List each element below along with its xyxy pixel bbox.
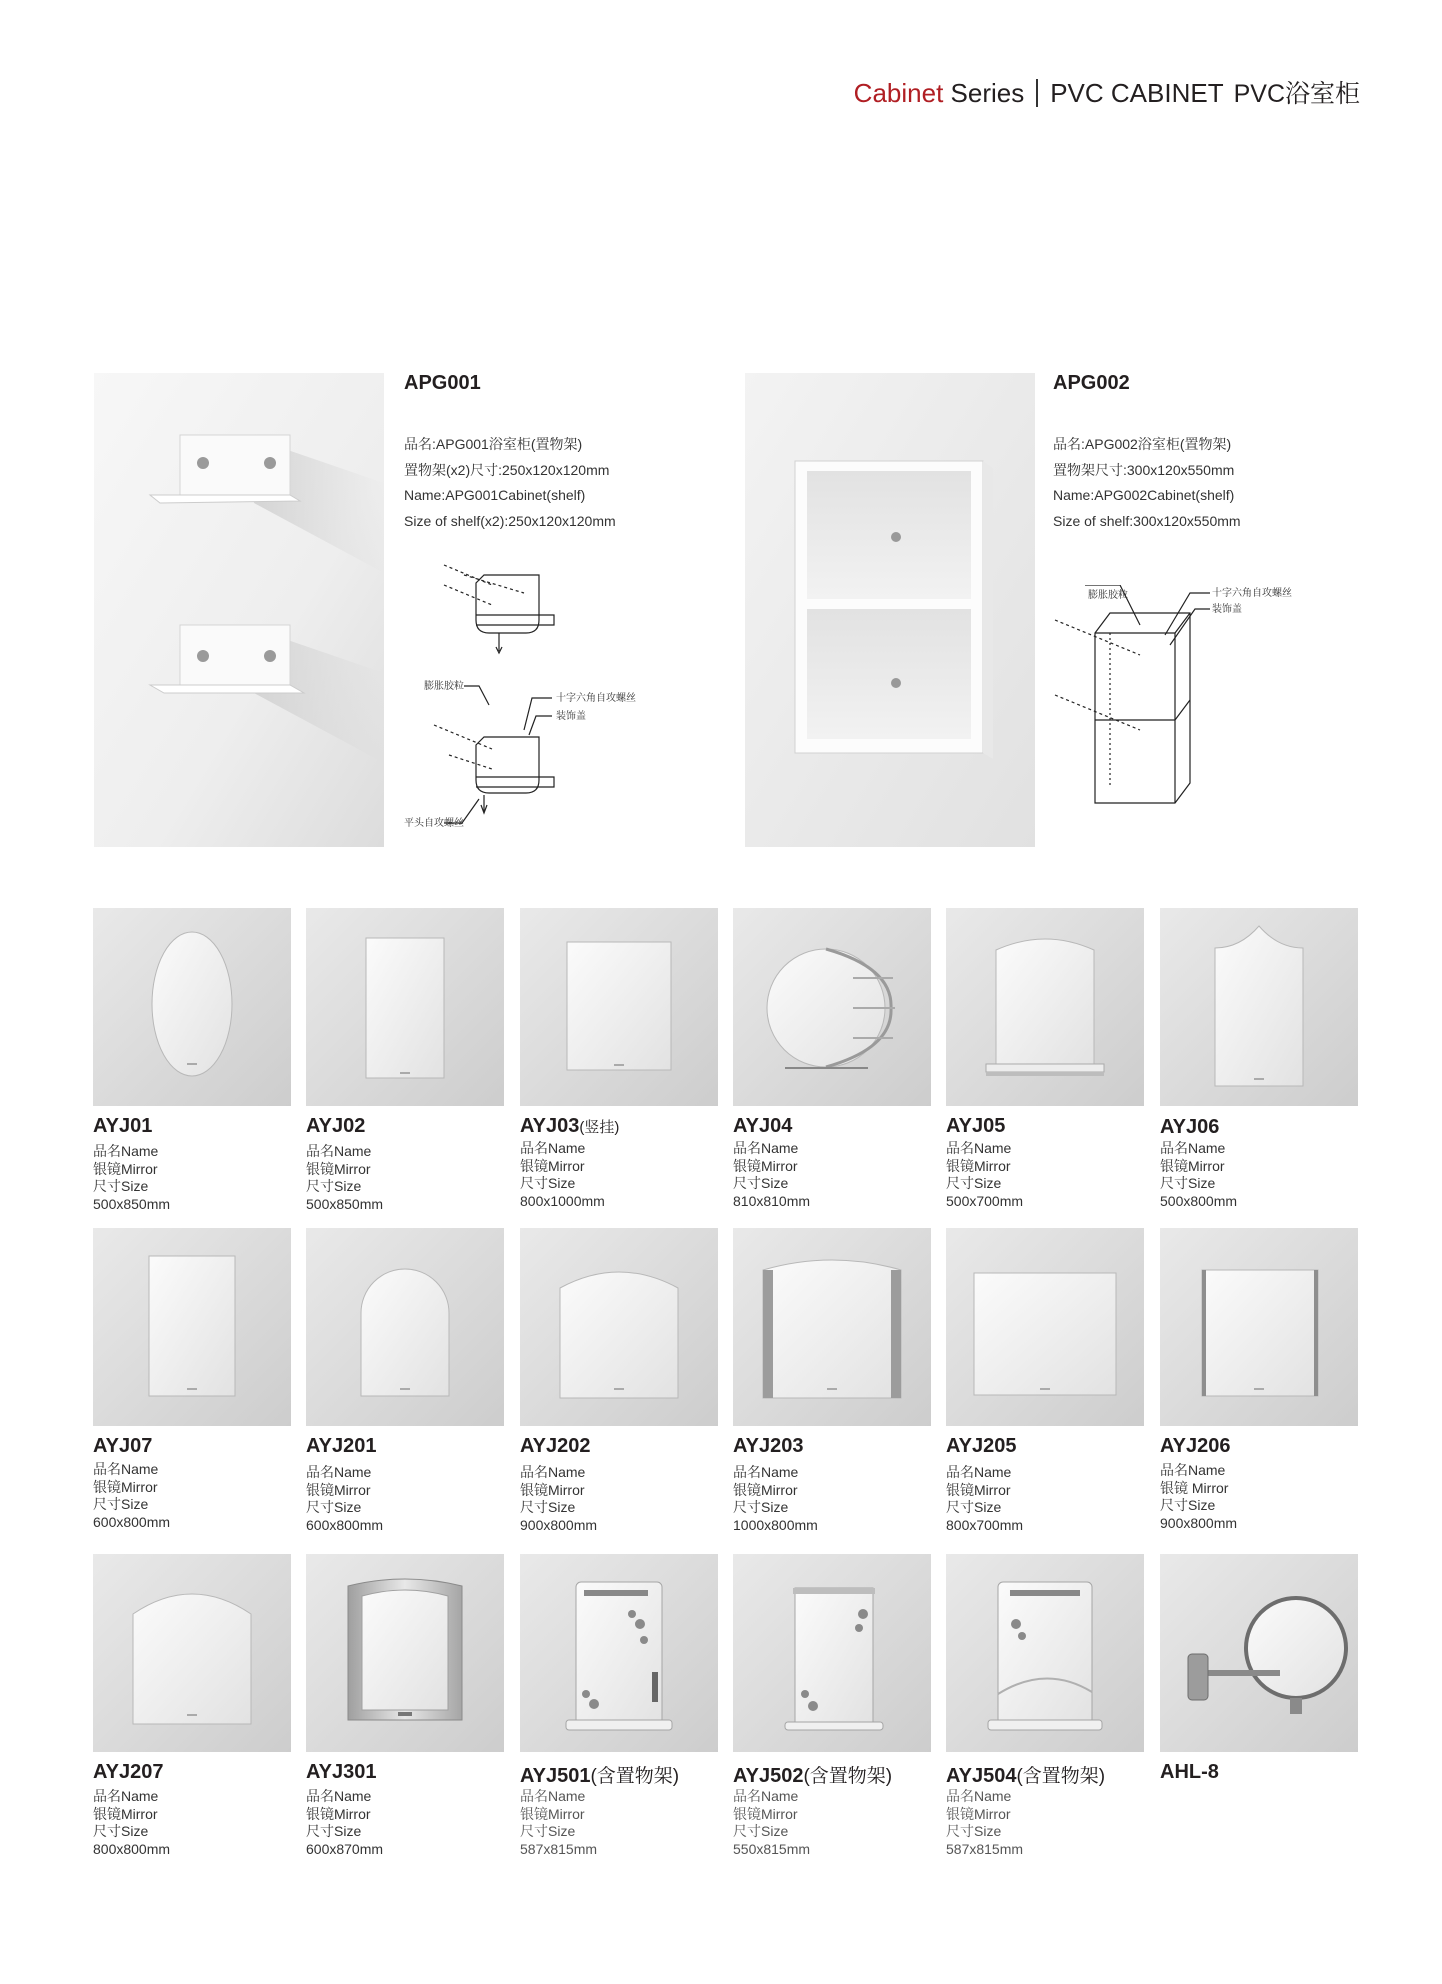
ayj07-spec (93, 1461, 170, 1531)
ayj02-size: 500x850mm (306, 1195, 384, 1212)
ayj202-mirror-label: 银镜Mirror (520, 1481, 585, 1498)
ayj201-photo (306, 1228, 504, 1426)
ayj504-code (946, 1761, 1105, 1788)
ayj05-size: 500x700mm (946, 1192, 1024, 1209)
ayj03-photo (520, 908, 718, 1106)
ayj205-size: 800x700mm (946, 1516, 1024, 1533)
ayj205-photo (946, 1228, 1144, 1426)
ayj502-photo (733, 1554, 931, 1752)
apg001-line-name-cn: 品名:APG001浴室柜(置物架) (404, 436, 583, 452)
apg002-line-name-cn: 品名:APG002浴室柜(置物架) (1053, 436, 1232, 452)
header-title-cn: PVC浴室柜 (1233, 80, 1360, 108)
header-divider (1036, 79, 1038, 107)
ayj203-name-label: 品名Name (733, 1464, 799, 1480)
apg001-label-anchor: 膨胀胶粒 (424, 681, 464, 692)
ayj07-mirror-label: 银镜Mirror (93, 1478, 158, 1495)
ayj05-code-text: AYJ05 (946, 1115, 1006, 1137)
ayj201-code (306, 1435, 376, 1458)
ayj203-size-label: 尺寸Size (733, 1499, 789, 1515)
ayj202-spec (520, 1464, 597, 1534)
ayj205-code (946, 1435, 1016, 1458)
ayj03-size: 800x1000mm (520, 1192, 605, 1209)
ayj504-size: 587x815mm (946, 1840, 1024, 1857)
apg001-photo (94, 373, 384, 847)
apg002-details (1053, 432, 1241, 534)
apg002-photo (745, 373, 1035, 847)
ayj206-size-label: 尺寸Size (1160, 1497, 1216, 1513)
ayj207-name-label: 品名Name (93, 1788, 159, 1804)
apg002-label-cap: 装饰盖 (1212, 604, 1242, 615)
ayj02-code (306, 1115, 365, 1138)
ayj202-size: 900x800mm (520, 1516, 598, 1533)
ayj01-name-label: 品名Name (93, 1143, 159, 1159)
ayj07-code (93, 1435, 152, 1458)
ayj06-size-label: 尺寸Size (1160, 1175, 1216, 1191)
ayj05-mirror-label: 银镜Mirror (946, 1157, 1011, 1174)
ayj202-code (520, 1435, 590, 1458)
ayj01-photo (93, 908, 291, 1106)
ayj207-size-label: 尺寸Size (93, 1823, 149, 1839)
ayj02-spec (306, 1143, 383, 1213)
ayj207-code (93, 1761, 163, 1784)
ayj04-name-label: 品名Name (733, 1140, 799, 1156)
ayj202-size-label: 尺寸Size (520, 1499, 576, 1515)
ayj201-spec (306, 1464, 383, 1534)
ayj202-name-label: 品名Name (520, 1464, 586, 1480)
ayj01-size-label: 尺寸Size (93, 1178, 149, 1194)
ayj501-code-text: AYJ501 (520, 1765, 591, 1787)
ayj201-mirror-label: 银镜Mirror (306, 1481, 371, 1498)
ayj202-code-text: AYJ202 (520, 1435, 591, 1457)
ayj07-name-label: 品名Name (93, 1461, 159, 1477)
ayj05-name-label: 品名Name (946, 1140, 1012, 1156)
ayj04-mirror-label: 银镜Mirror (733, 1157, 798, 1174)
ayj04-code-text: AYJ04 (733, 1115, 793, 1137)
ayj206-size: 900x800mm (1160, 1514, 1238, 1531)
ayj501-name-label: 品名Name (520, 1788, 586, 1804)
apg002-line-name-en: Name:APG002Cabinet(shelf) (1053, 487, 1235, 503)
ayj02-size-label: 尺寸Size (306, 1178, 362, 1194)
ahl8-code-text: AHL-8 (1160, 1761, 1219, 1783)
ayj205-mirror-label: 银镜Mirror (946, 1481, 1011, 1498)
ayj03-name-label: 品名Name (520, 1140, 586, 1156)
ayj301-photo (306, 1554, 504, 1752)
ayj06-code-text: AYJ06 (1160, 1116, 1220, 1138)
apg001-line-size-en: Size of shelf(x2):250x120x120mm (404, 512, 616, 529)
ayj502-spec (733, 1788, 810, 1858)
apg001-installation-diagram (404, 555, 704, 830)
ayj301-code-text: AYJ301 (306, 1761, 377, 1783)
ayj06-name-label: 品名Name (1160, 1140, 1226, 1156)
ahl8-code (1160, 1761, 1219, 1784)
apg001-code: APG001 (404, 372, 481, 394)
page-header (854, 74, 1360, 110)
apg001-line-name-en: Name:APG001Cabinet(shelf) (404, 487, 586, 503)
apg002-code: APG002 (1053, 372, 1130, 394)
apg002-installation-diagram (1050, 585, 1310, 815)
ayj504-mirror-label: 银镜Mirror (946, 1805, 1011, 1822)
ayj01-mirror-label: 银镜Mirror (93, 1160, 158, 1177)
ayj501-code (520, 1761, 679, 1788)
ayj301-size: 600x870mm (306, 1840, 384, 1857)
ayj06-code (1160, 1116, 1219, 1139)
ayj201-size: 600x800mm (306, 1516, 384, 1533)
ayj202-photo (520, 1228, 718, 1426)
ayj05-photo (946, 908, 1144, 1106)
ayj207-photo (93, 1554, 291, 1752)
apg001-label-screw: 十字六角自攻螺丝 (556, 693, 636, 704)
ayj501-size: 587x815mm (520, 1840, 598, 1857)
ayj501-suffix: (含置物架) (590, 1766, 680, 1787)
ayj206-photo (1160, 1228, 1358, 1426)
ayj206-code-text: AYJ206 (1160, 1435, 1231, 1457)
ayj04-spec (733, 1140, 810, 1210)
ayj504-spec (946, 1788, 1023, 1858)
ayj301-spec (306, 1788, 383, 1858)
ayj203-mirror-label: 银镜Mirror (733, 1481, 798, 1498)
header-title: PVC CABINET (1050, 78, 1224, 108)
ayj02-code-text: AYJ02 (306, 1115, 366, 1137)
ayj301-mirror-label: 银镜Mirror (306, 1805, 371, 1822)
ayj207-code-text: AYJ207 (93, 1761, 164, 1783)
ayj502-suffix: (含置物架) (803, 1766, 893, 1787)
ayj207-size: 800x800mm (93, 1840, 171, 1857)
ayj502-code (733, 1761, 892, 1788)
ayj501-spec (520, 1788, 597, 1858)
ayj06-spec (1160, 1140, 1237, 1210)
ayj501-photo (520, 1554, 718, 1752)
apg002-line-size-en: Size of shelf:300x120x550mm (1053, 512, 1241, 529)
apg001-details (404, 432, 616, 534)
ayj06-photo (1160, 908, 1358, 1106)
ayj06-size: 500x800mm (1160, 1192, 1238, 1209)
ayj06-mirror-label: 银镜Mirror (1160, 1157, 1225, 1174)
ayj01-spec (93, 1143, 170, 1213)
brand-red: Cabinet (853, 78, 944, 108)
ayj04-photo (733, 908, 931, 1106)
ayj01-size: 500x850mm (93, 1195, 171, 1212)
ayj201-size-label: 尺寸Size (306, 1499, 362, 1515)
ayj206-code (1160, 1435, 1230, 1458)
ayj03-code (520, 1115, 619, 1138)
ayj201-code-text: AYJ201 (306, 1435, 377, 1457)
brand-series: Series (943, 78, 1025, 108)
apg001-label-flat-screw: 平头自攻螺丝 (404, 818, 464, 829)
ayj203-photo (733, 1228, 931, 1426)
ayj07-photo (93, 1228, 291, 1426)
ahl8-photo (1160, 1554, 1358, 1752)
ayj207-mirror-label: 银镜Mirror (93, 1805, 158, 1822)
ayj502-mirror-label: 银镜Mirror (733, 1805, 798, 1822)
ayj05-size-label: 尺寸Size (946, 1175, 1002, 1191)
ayj203-code-text: AYJ203 (733, 1435, 804, 1457)
ayj205-name-label: 品名Name (946, 1464, 1012, 1480)
apg002-line-size-cn: 置物架尺寸:300x120x550mm (1053, 461, 1235, 478)
apg002-label-screw: 十字六角自攻螺丝 (1212, 588, 1292, 599)
ayj203-spec (733, 1464, 818, 1534)
ayj201-name-label: 品名Name (306, 1464, 372, 1480)
ayj04-size-label: 尺寸Size (733, 1175, 789, 1191)
ayj501-size-label: 尺寸Size (520, 1823, 576, 1839)
ayj504-code-text: AYJ504 (946, 1765, 1017, 1787)
ayj502-code-text: AYJ502 (733, 1765, 804, 1787)
ayj502-size: 550x815mm (733, 1840, 811, 1857)
ayj504-suffix: (含置物架) (1016, 1766, 1106, 1787)
ayj04-code (733, 1115, 792, 1138)
ayj01-code-text: AYJ01 (93, 1115, 153, 1137)
ayj207-spec (93, 1788, 170, 1858)
ayj502-name-label: 品名Name (733, 1788, 799, 1804)
ayj203-code (733, 1435, 803, 1458)
ayj03-spec (520, 1140, 605, 1210)
ayj301-name-label: 品名Name (306, 1788, 372, 1804)
ayj301-size-label: 尺寸Size (306, 1823, 362, 1839)
apg001-label-cap: 装饰盖 (556, 711, 586, 722)
ayj03-code-text: AYJ03 (520, 1115, 580, 1137)
ayj206-name-label: 品名Name (1160, 1462, 1226, 1478)
ayj205-spec (946, 1464, 1023, 1534)
ayj03-mirror-label: 银镜Mirror (520, 1157, 585, 1174)
ayj203-size: 1000x800mm (733, 1516, 818, 1533)
ayj03-size-label: 尺寸Size (520, 1175, 576, 1191)
ayj03-suffix: (竖挂) (579, 1119, 620, 1136)
ayj05-code (946, 1115, 1005, 1138)
ayj206-spec (1160, 1462, 1237, 1532)
ayj502-size-label: 尺寸Size (733, 1823, 789, 1839)
ayj02-mirror-label: 银镜Mirror (306, 1160, 371, 1177)
ayj02-photo (306, 908, 504, 1106)
ayj04-size: 810x810mm (733, 1192, 811, 1209)
ayj504-name-label: 品名Name (946, 1788, 1012, 1804)
ayj07-size-label: 尺寸Size (93, 1496, 149, 1512)
ayj501-mirror-label: 银镜Mirror (520, 1805, 585, 1822)
ayj205-code-text: AYJ205 (946, 1435, 1017, 1457)
ayj504-size-label: 尺寸Size (946, 1823, 1002, 1839)
ayj301-code (306, 1761, 376, 1784)
ayj05-spec (946, 1140, 1023, 1210)
ayj02-name-label: 品名Name (306, 1143, 372, 1159)
ayj07-code-text: AYJ07 (93, 1435, 153, 1457)
ayj206-mirror-label: 银镜 Mirror (1160, 1479, 1229, 1496)
apg002-label-anchor: 膨胀胶粒 (1088, 590, 1128, 601)
ayj504-photo (946, 1554, 1144, 1752)
ayj01-code (93, 1115, 152, 1138)
apg001-line-size-cn: 置物架(x2)尺寸:250x120x120mm (404, 461, 610, 478)
ayj205-size-label: 尺寸Size (946, 1499, 1002, 1515)
ayj07-size: 600x800mm (93, 1513, 171, 1530)
